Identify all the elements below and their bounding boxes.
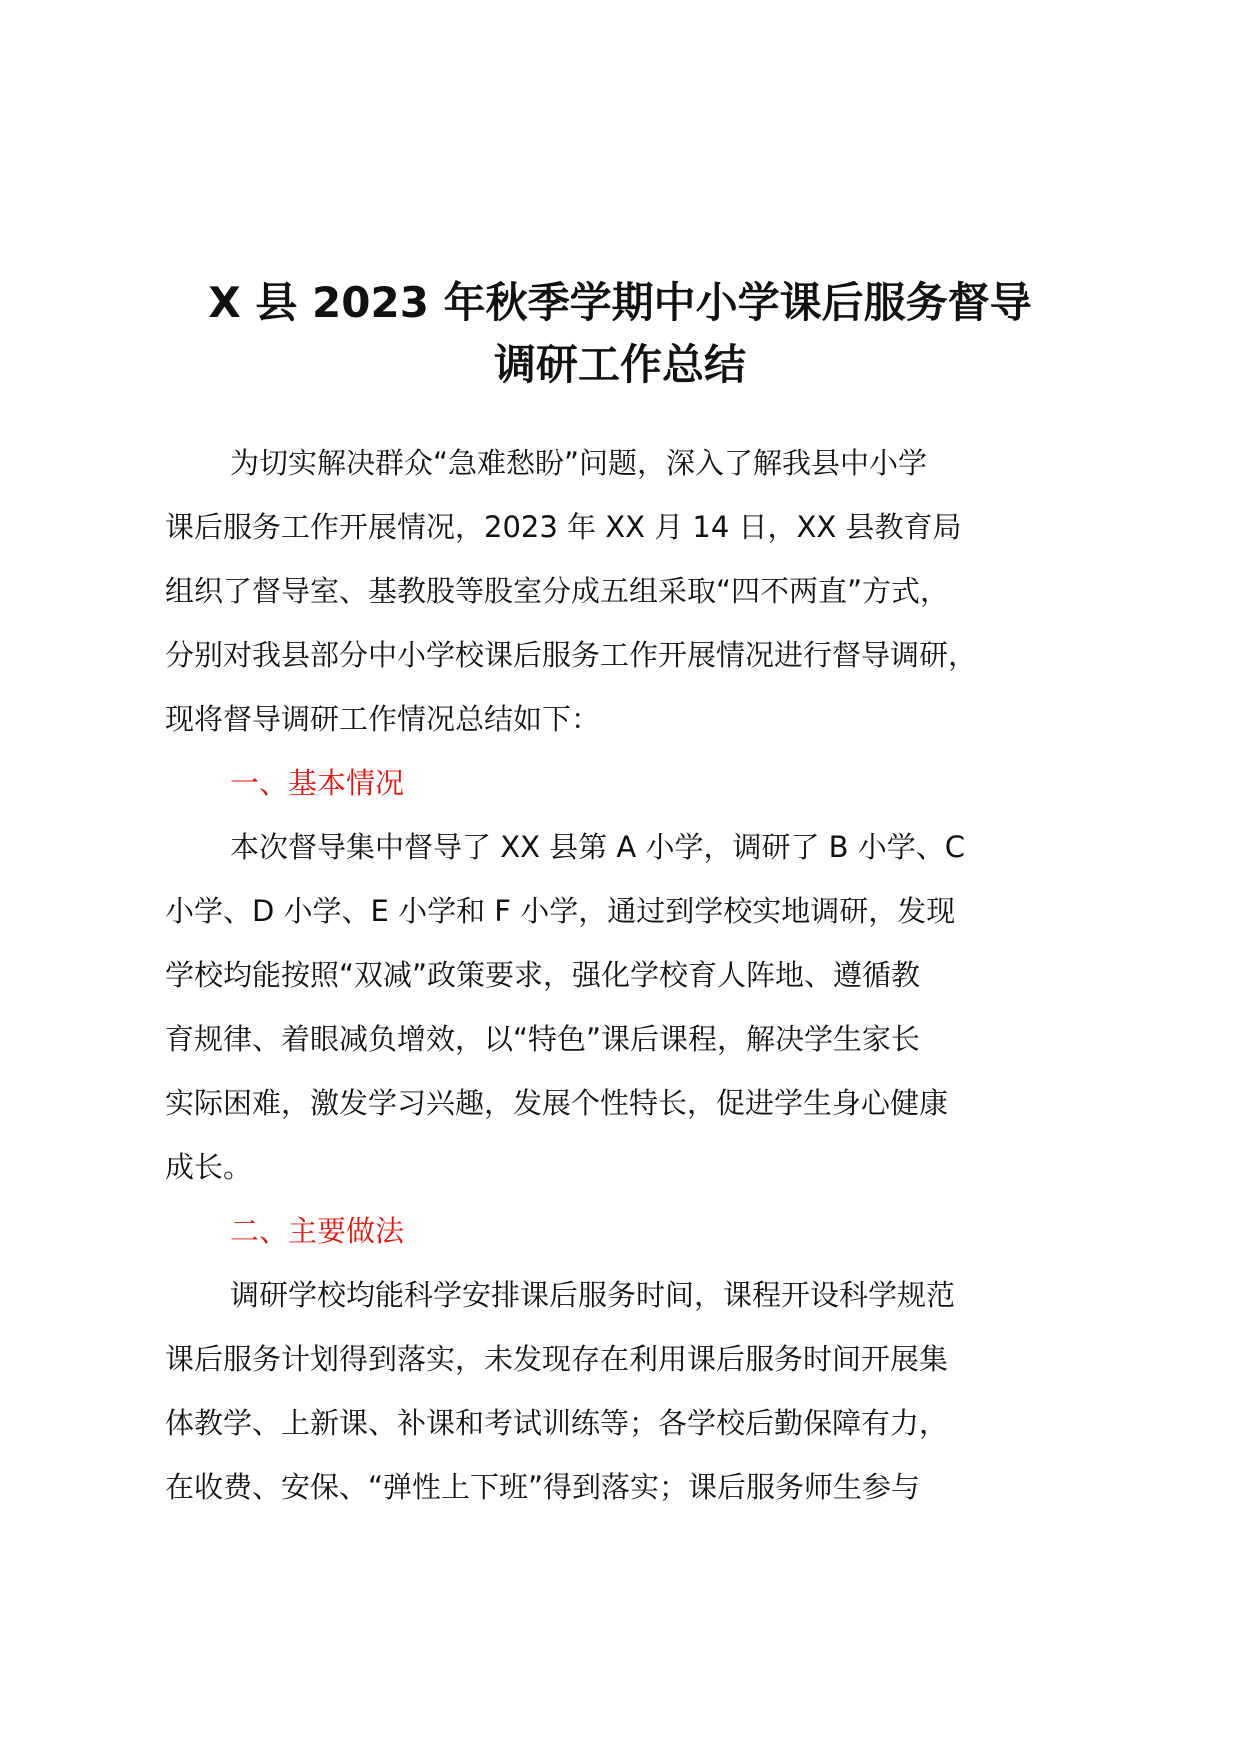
section1-line: 育规律、着眼减负增效，以“特色”课后课程，解决学生家长 xyxy=(165,1022,921,1056)
document-title xyxy=(150,272,1090,396)
intro-line: 为切实解决群众“急难愁盼”问题，深入了解我县中小学 xyxy=(230,446,928,480)
section-heading-basic-situation: 一、基本情况 xyxy=(230,766,405,800)
section2-line: 调研学校均能科学安排课后服务时间，课程开设科学规范 xyxy=(230,1278,956,1312)
intro-line: 组织了督导室、基教股等股室分成五组采取“四不两直”方式， xyxy=(165,574,950,608)
section2-line: 体教学、上新课、补课和考试训练等；各学校后勤保障有力， xyxy=(165,1406,949,1440)
title-line-1: X 县 2023 年秋季学期中小学课后服务督导 xyxy=(208,278,1032,327)
intro-line: 课后服务工作开展情况，2023 年 XX 月 14 日，XX 县教育局 xyxy=(165,510,962,544)
section1-paragraph xyxy=(165,815,1115,1199)
title-line-2: 调研工作总结 xyxy=(493,340,746,389)
section2-line: 课后服务计划得到落实，未发现存在利用课后服务时间开展集 xyxy=(165,1342,949,1376)
document-body xyxy=(165,431,1115,1519)
section2-line: 在收费、安保、“弹性上下班”得到落实；课后服务师生参与 xyxy=(165,1470,921,1504)
section1-line: 成长。 xyxy=(165,1150,253,1184)
section2-paragraph xyxy=(165,1263,1115,1519)
section1-line: 本次督导集中督导了 XX 县第 A 小学，调研了 B 小学、C xyxy=(230,830,966,864)
intro-line: 现将督导调研工作情况总结如下： xyxy=(165,702,601,736)
section-heading-main-practices: 二、主要做法 xyxy=(230,1214,405,1248)
section1-line: 学校均能按照“双减”政策要求，强化学校育人阵地、遵循教 xyxy=(165,958,921,992)
section1-line: 小学、D 小学、E 小学和 F 小学，通过到学校实地调研，发现 xyxy=(165,894,956,928)
intro-line: 分别对我县部分中小学校课后服务工作开展情况进行督导调研， xyxy=(165,638,978,672)
intro-paragraph xyxy=(165,431,1115,751)
section1-line: 实际困难，激发学习兴趣，发展个性特长，促进学生身心健康 xyxy=(165,1086,949,1120)
